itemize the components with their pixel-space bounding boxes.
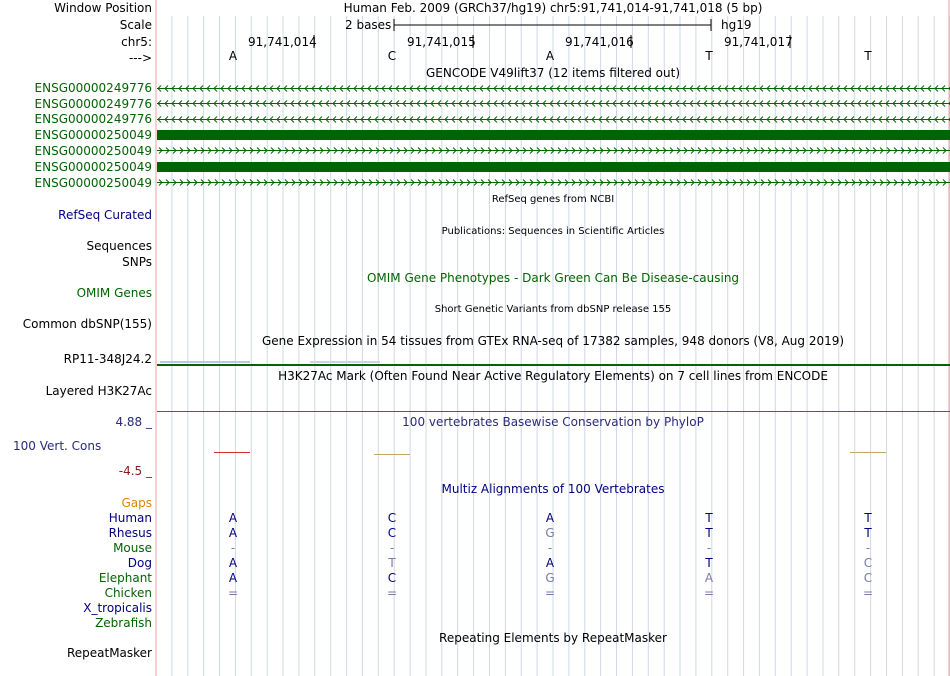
gene-feature-exon[interactable] [157,162,950,172]
repeatmasker-track-title[interactable]: Repeating Elements by RepeatMasker [439,631,667,645]
alignment-base: A [228,511,238,525]
gencode-gene-label[interactable]: ENSG00000249776 [34,112,152,126]
gencode-track-title[interactable]: GENCODE V49lift37 (12 items filtered out) [425,66,680,80]
alignment-base: - [706,541,712,555]
gencode-gene-label[interactable]: ENSG00000249776 [34,97,152,111]
gene-feature-reverse[interactable] [157,115,950,124]
species-label-elephant[interactable]: Elephant [98,571,152,585]
species-label-dog[interactable]: Dog [127,556,152,570]
species-label-mouse[interactable]: Mouse [113,541,152,555]
alignment-base: T [388,556,396,570]
scale-text: 2 bases [345,18,392,32]
gtex-expression-bar [310,361,380,363]
publications-track-title[interactable]: Publications: Sequences in Scientific Articles [441,226,665,237]
alignment-base: G [545,526,555,540]
alignment-base: = [227,586,239,600]
gencode-gene-label[interactable]: ENSG00000250049 [34,176,152,190]
gencode-gene-label[interactable]: ENSG00000250049 [34,128,152,142]
conservation-track-label[interactable]: 100 Vert. Cons [13,439,102,453]
conservation-signal [850,452,886,453]
coordinate-label: 91,741,015 [407,35,476,49]
window-position-label: Window Position [54,1,152,15]
coordinate-label: 91,741,014 [248,35,317,49]
gene-feature-forward[interactable] [157,178,950,187]
alignment-base: - [389,541,395,555]
scale-bar [393,17,715,33]
conservation-signal [374,454,410,455]
alignment-base: = [386,586,398,600]
conservation-track-title[interactable]: 100 vertebrates Basewise Conservation by PhyloP [402,415,704,429]
conservation-signal [214,452,250,453]
species-label-x-tropicalis[interactable]: X_tropicalis [83,601,152,615]
alignment-base: T [705,556,713,570]
multiz-track-title[interactable]: Multiz Alignments of 100 Vertebrates [441,482,665,496]
alignment-base: C [387,571,397,585]
omim-track-label[interactable]: OMIM Genes [76,286,152,300]
alignment-base: A [704,571,714,585]
h3k27ac-track-label[interactable]: Layered H3K27Ac [45,384,152,398]
reference-base: A [545,49,555,63]
h3k27ac-signal-line [157,411,950,412]
reference-base: A [228,49,238,63]
reference-base: T [705,49,713,63]
alignment-base: C [387,511,397,525]
gencode-gene-label[interactable]: ENSG00000250049 [34,160,152,174]
alignment-base: - [865,541,871,555]
species-label-rhesus[interactable]: Rhesus [108,526,152,540]
gene-feature-reverse[interactable] [157,99,950,108]
strand-label: ---> [128,51,152,65]
dbsnp-track-title[interactable]: Short Genetic Variants from dbSNP release 155 [434,304,672,315]
alignment-base: - [547,541,553,555]
species-label-chicken[interactable]: Chicken [104,586,152,600]
alignment-base: A [228,556,238,570]
omim-track-title[interactable]: OMIM Gene Phenotypes - Dark Green Can Be Disease-causing [366,271,740,285]
gtex-expression-bar [160,361,250,363]
window-position-text: Human Feb. 2009 (GRCh37/hg19) chr5:91,741,014-91,741,018 (5 bp) [343,1,763,15]
gene-feature-reverse[interactable] [157,84,950,93]
gtex-track-title[interactable]: Gene Expression in 54 tissues from GTEx RNA-seq of 17382 samples, 948 donors (V8, Aug 2019) [261,334,845,348]
alignment-base: C [863,571,873,585]
alignment-base: A [228,526,238,540]
repeatmasker-track-label[interactable]: RepeatMasker [66,646,152,660]
alignment-base: T [864,526,872,540]
species-label-zebrafish[interactable]: Zebrafish [95,616,152,630]
alignment-base: C [863,556,873,570]
alignment-base: T [864,511,872,525]
gencode-gene-label[interactable]: ENSG00000250049 [34,144,152,158]
alignment-base: - [230,541,236,555]
alignment-base: C [387,526,397,540]
alignment-base: = [703,586,715,600]
scale-label: Scale [119,18,152,32]
gene-feature-exon[interactable] [157,130,950,140]
alignment-base: T [705,511,713,525]
alignment-base: = [544,586,556,600]
species-label-human[interactable]: Human [108,511,152,525]
assembly-text: hg19 [721,18,752,32]
alignment-base: A [228,571,238,585]
alignment-base: = [862,586,874,600]
gtex-baseline [157,364,950,366]
chromosome-label: chr5: [121,35,152,49]
gene-feature-forward[interactable] [157,146,950,155]
gencode-gene-label[interactable]: ENSG00000249776 [34,81,152,95]
alignment-base: T [705,526,713,540]
dbsnp-track-label[interactable]: Common dbSNP(155) [22,317,152,331]
refseq-track-label[interactable]: RefSeq Curated [58,208,152,222]
coordinate-label: 91,741,016 [565,35,634,49]
conservation-max-label: 4.88 _ [115,415,152,429]
gtex-gene-label[interactable]: RP11-348J24.2 [63,352,152,366]
alignment-base: A [545,511,555,525]
reference-base: C [387,49,397,63]
conservation-min-label: -4.5 _ [118,464,152,478]
gaps-track-label[interactable]: Gaps [121,496,152,510]
h3k27ac-track-title[interactable]: H3K27Ac Mark (Often Found Near Active Regulatory Elements) on 7 cell lines from ENCODE [278,369,828,383]
coordinate-label: 91,741,017 [724,35,793,49]
snps-label[interactable]: SNPs [122,255,152,269]
alignment-base: G [545,571,555,585]
refseq-track-title[interactable]: RefSeq genes from NCBI [491,194,615,205]
sequences-label[interactable]: Sequences [86,239,152,253]
alignment-base: A [545,556,555,570]
reference-base: T [864,49,872,63]
